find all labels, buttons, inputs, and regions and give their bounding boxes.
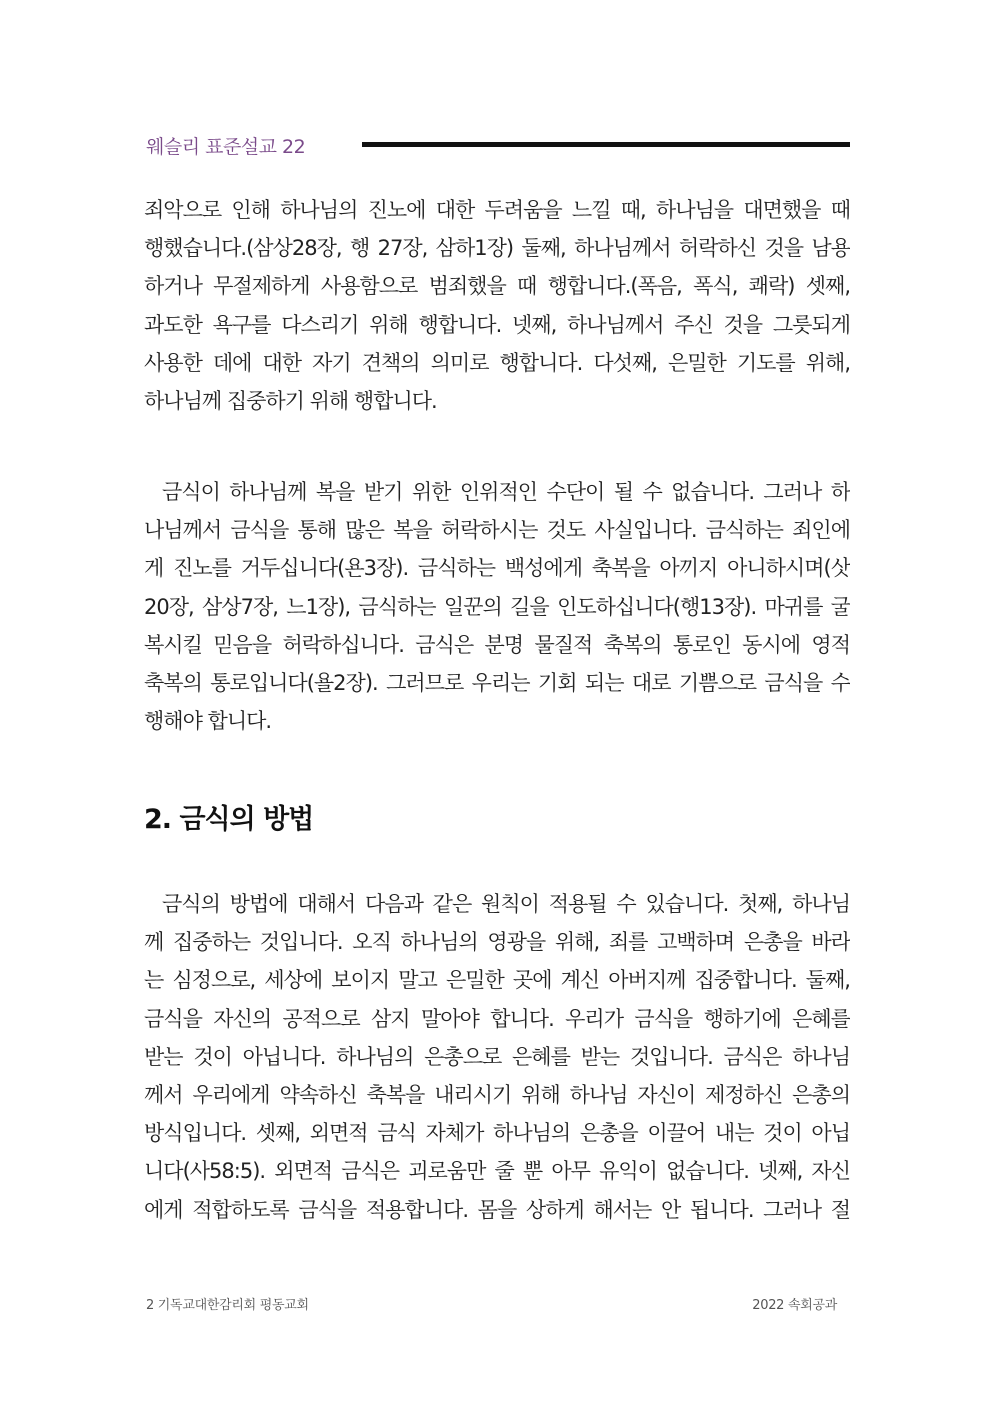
text-line: 금식이 하나님께 복을 받기 위한 인위적인 수단이 될 수 없습니다. 그러나 하: [162, 480, 850, 504]
text-line: 니다(사58:5). 외면적 금식은 괴로움만 줄 뿐 아무 유익이 없습니다. 넷째, 자신: [144, 1159, 850, 1184]
text-line: 나님께서 금식을 통해 많은 복을 허락하시는 것도 사실입니다. 금식하는 죄인에: [144, 518, 850, 543]
paragraph-3: [144, 885, 850, 1229]
section-heading: 2. 금식의 방법: [144, 804, 314, 835]
text-line: 축복의 통로입니다(욜2장). 그러므로 우리는 기회 되는 대로 기쁨으로 금식을 수: [144, 670, 850, 695]
paragraph-2: [144, 473, 850, 740]
text-line: 하거나 무절제하게 사용함으로 범죄했을 때 행합니다.(폭음, 폭식, 쾌락) 셋째,: [144, 274, 850, 299]
header-title: 웨슬리 표준설교 22: [146, 136, 306, 158]
header-rule: [362, 142, 850, 147]
text-line: 20장, 삼상7장, 느1장), 금식하는 일꾼의 길을 인도하십니다(행13장). 마귀를 굴: [144, 594, 850, 619]
text-line: 는 심정으로, 세상에 보이지 말고 은밀한 곳에 계신 아버지께 집중합니다. 둘째,: [144, 968, 850, 993]
text-line: 하나님께 집중하기 위해 행합니다.: [144, 388, 437, 413]
text-line: 께 집중하는 것입니다. 오직 하나님의 영광을 위해, 죄를 고백하며 은총을 바라: [144, 930, 850, 955]
text-line: 에게 적합하도록 금식을 적용합니다. 몸을 상하게 해서는 안 됩니다. 그러나 절: [144, 1197, 850, 1222]
text-line: 사용한 데에 대한 자기 견책의 의미로 행합니다. 다섯째, 은밀한 기도를 위해,: [144, 350, 850, 375]
text-line: 방식입니다. 셋째, 외면적 금식 자체가 하나님의 은총을 이끌어 내는 것이 아닙: [144, 1121, 850, 1146]
paragraph-1: [144, 191, 850, 420]
footer-publication: 2022 속회공과: [752, 1298, 837, 1313]
text-line: 과도한 욕구를 다스리기 위해 행합니다. 넷째, 하나님께서 주신 것을 그릇되게: [144, 312, 850, 337]
text-line: 죄악으로 인해 하나님의 진노에 대한 두려움을 느낄 때, 하나님을 대면했을 때: [144, 198, 850, 222]
text-line: 복시킬 믿음을 허락하십니다. 금식은 분명 물질적 축복의 통로인 동시에 영적: [144, 632, 850, 657]
text-line: 게 진노를 거두십니다(욘3장). 금식하는 백성에게 축복을 아끼지 아니하시며(삿: [144, 556, 850, 581]
text-line: 께서 우리에게 약속하신 축복을 내리시기 위해 하나님 자신이 제정하신 은총의: [144, 1082, 850, 1107]
text-line: 금식을 자신의 공적으로 삼지 말아야 합니다. 우리가 금식을 행하기에 은혜를: [144, 1006, 850, 1031]
text-line: 금식의 방법에 대해서 다음과 같은 원칙이 적용될 수 있습니다. 첫째, 하나님: [162, 892, 850, 916]
page-header: [146, 128, 850, 164]
text-line: 받는 것이 아닙니다. 하나님의 은총으로 은혜를 받는 것입니다. 금식은 하나님: [144, 1044, 850, 1069]
footer-page-church: 2 기독교대한감리회 평동교회: [146, 1298, 309, 1313]
text-line: 행해야 합니다.: [144, 709, 272, 734]
text-line: 행했습니다.(삼상28장, 행 27장, 삼하1장) 둘째, 하나님께서 허락하신 것을 남용: [144, 236, 850, 261]
